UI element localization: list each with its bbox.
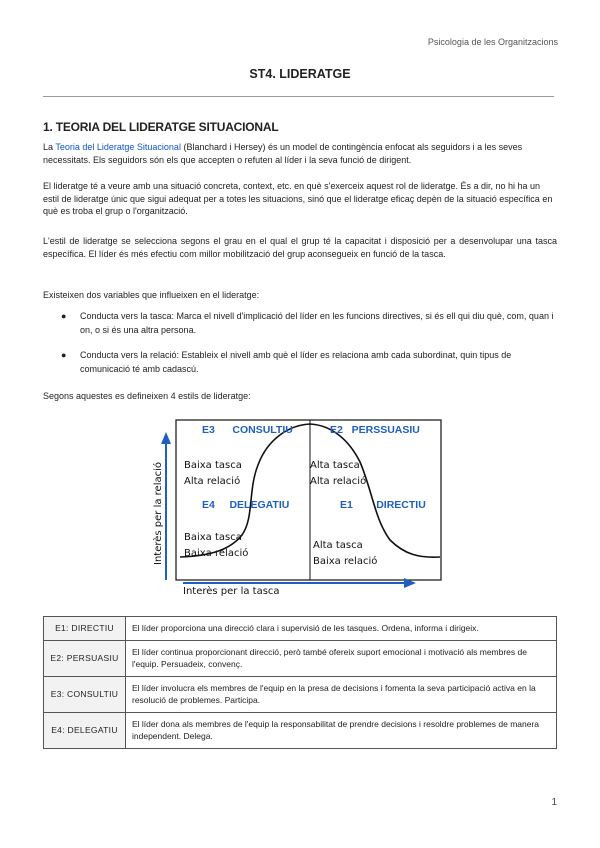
quad-e2-name: PERSSUASIU	[351, 424, 420, 436]
page-title: ST4. LIDERATGE	[249, 67, 351, 81]
intro-before: La	[43, 142, 56, 152]
table-row	[44, 676, 557, 712]
quad-e2-code: E2	[330, 424, 343, 436]
quad-e4-desc	[184, 530, 248, 562]
table-row	[44, 712, 557, 748]
quad-e4-line1: Baixa tasca	[184, 532, 242, 543]
quad-e2-line2: Alta relació	[310, 476, 367, 487]
header-subject: Psicologia de les Organitzacions	[427, 37, 558, 47]
theory-link[interactable]: Teoria del Lideratge Situacional	[55, 142, 181, 152]
style-description-cell: El líder dona als membres de l'equip la responsabilitat de prendre decisions i resoldre problemes de manera independent. Delega.	[126, 712, 557, 748]
quad-e3-line2: Alta relació	[184, 476, 241, 487]
title-divider	[43, 96, 554, 97]
style-code-cell: E2: PERSUASIU	[44, 640, 126, 676]
quad-e4-name: DELEGATIU	[229, 499, 290, 511]
table-row	[44, 617, 557, 641]
quad-e1-line1: Alta tasca	[313, 540, 363, 551]
variables-intro: Existeixen dos variables que influeixen en el lideratge:	[43, 290, 260, 300]
quad-e2-desc	[310, 458, 366, 490]
leadership-styles-table	[43, 616, 557, 749]
page-number: 1	[551, 797, 557, 808]
style-code-cell: E4: DELEGATIU	[44, 712, 126, 748]
context-paragraph: El lideratge té a veure amb una situació concreta, context, etc. en què s'exerceix aquest rol de lideratge. És a dir, no hi ha un estil de lideratge únic que sigui adequat per a totes les situacions, sinó que el lideratge eficaç depèn de la situació específica en què es troba el grup o l'organització.	[43, 181, 553, 216]
quad-e3-name: CONSULTIU	[232, 424, 293, 436]
quad-e1-name: DIRECTIU	[376, 499, 426, 511]
section-heading: 1. TEORIA DEL LIDERATGE SITUACIONAL	[43, 120, 279, 134]
quad-e1-line2: Baixa relació	[313, 556, 378, 567]
styles-intro: Segons aquestes es defineixen 4 estils de lideratge:	[43, 391, 251, 401]
bullet-dot: ●	[61, 311, 67, 321]
quad-e1-desc	[313, 538, 377, 570]
style-code-cell: E1: DIRECTIU	[44, 617, 126, 641]
style-selection-paragraph: L'estil de lideratge se selecciona segons el grau en el qual el grup té la capacitat i disposició per a desenvolupar una tasca específica. El líder és més efectiu com millor mobilització del grup aconsegueix en funció de la tasca.	[43, 236, 557, 259]
quad-e4-code: E4	[202, 499, 215, 511]
y-axis-arrowhead	[161, 432, 171, 444]
bullet-dot: ●	[61, 350, 67, 360]
bullet-task-text: Conducta vers la tasca: Marca el nivell d'implicació del líder en les funcions directives, si és ell qui diu què, com, quan i on, o si és una altra persona.	[80, 311, 554, 335]
quad-e1-label	[340, 499, 426, 511]
bullet-relation-text: Conducta vers la relació: Estableix el nivell amb què el líder es relaciona amb cada subordinat, quin tipus de comunicació té amb cadascú.	[80, 350, 512, 374]
style-description-cell: El líder involucra els membres de l'equip en la presa de decisions i fomenta la seva participació activa en la resolució de problemes. Participa.	[126, 676, 557, 712]
intro-after: (Blanchard i Hersey) és un model de contingència enfocat als seguidors i a les seves necessitats. Els seguidors són els que accepten o refuten al líder i la seva funció de dirigent.	[43, 142, 523, 165]
quad-e3-code: E3	[202, 424, 215, 436]
quad-e4-line2: Baixa relació	[184, 548, 249, 559]
table-row	[44, 640, 557, 676]
quad-e2-line1: Alta tasca	[310, 460, 360, 471]
y-axis-label: Interès per la relació	[153, 461, 164, 565]
quad-e3-label	[202, 424, 293, 436]
quad-e3-line1: Baixa tasca	[184, 460, 242, 471]
style-description-cell: El líder proporciona una direcció clara i supervisió de les tasques. Ordena, informa i dirigeix.	[126, 617, 557, 641]
intro-paragraph	[43, 141, 557, 166]
quad-e4-label	[202, 499, 289, 511]
style-code-cell: E3: CONSULTIU	[44, 676, 126, 712]
leadership-diagram	[150, 410, 450, 600]
quad-e1-code: E1	[340, 499, 353, 511]
quad-e2-label	[330, 424, 420, 436]
quad-e3-desc	[184, 458, 242, 490]
x-axis-label: Interès per la tasca	[183, 586, 280, 597]
style-description-cell: El líder continua proporcionant direcció, però també ofereix suport emocional i motivació als membres de l'equip. Persuadeix, convenç.	[126, 640, 557, 676]
